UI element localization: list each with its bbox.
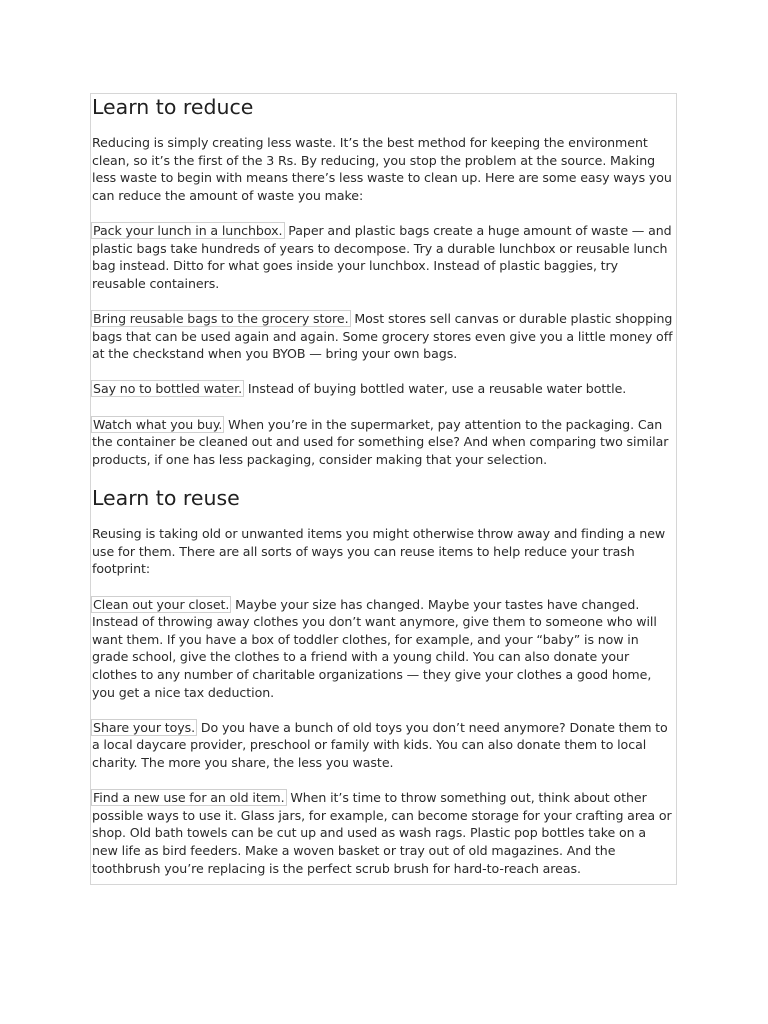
tip-body: When it’s time to throw something out, think about other possible ways to use it. Glass jars, for example, can become storage for your crafting area or shop. Old bath towels can be cut up and used as wash rags. Plastic pop bottles take on a new life as bird feeders. Make a woven basket or tray out of old magazines. And the toothbrush you’re replacing is the perfect scrub brush for hard-to-reach areas. (92, 790, 672, 876)
tip-title: Clean out your closet. (93, 596, 230, 612)
tip-title: Share your toys. (93, 719, 196, 735)
tip-new-use (91, 789, 676, 877)
tip-title: Watch what you buy. (93, 416, 223, 432)
tip-toys (91, 719, 676, 772)
tip-watch-buy (91, 416, 676, 469)
tip-title: Bring reusable bags to the grocery store. (93, 310, 349, 326)
tip-body: Do you have a bunch of old toys you don’t need anymore? Donate them to a local daycare provider, preschool or family with kids. You can also donate them to local charity. The more you share, the less you waste. (92, 719, 668, 770)
tip-body: When you’re in the supermarket, pay attention to the packaging. Can the container be cleaned out and used for something else? And when comparing two similar products, if one has less packaging, consider making that your selection. (92, 416, 669, 467)
tip-bottled-water (91, 380, 676, 398)
tip-body: Most stores sell canvas or durable plastic shopping bags that can be used again and again. Some grocery stores even give you a little money off at the checkstand when you BYOB — bring your own bags. (92, 310, 673, 362)
section-title-reuse: Learn to reuse (92, 486, 240, 511)
section-title-reduce: Learn to reduce (92, 95, 254, 119)
tip-title: Find a new use for an old item. (93, 790, 285, 806)
tip-title: Say no to bottled water. (93, 381, 243, 397)
tip-body: Maybe your size has changed. Maybe your tastes have changed. Instead of throwing away clothes you don’t want anymore, give them to someone who will want them. If you have a box of toddler clothes, for example, and your “baby” is now in grade school, give the clothes to a friend with a young child. You can also donate your clothes to any number of charitable organizations — they give your clothes a good home, you get a nice tax deduction. (92, 596, 657, 700)
tip-pack-lunch (91, 222, 676, 292)
tip-reusable-bags (91, 310, 676, 363)
reduce-intro: Reducing is simply creating less waste. It’s the best method for keeping the environment clean, so it’s the first of the 3 Rs. By reducing, you stop the problem at the source. Making less waste to begin with means there’s less waste to clean up. Here are some easy ways you can reduce the amount of waste you make: (92, 135, 672, 203)
tip-body: Instead of buying bottled water, use a reusable water bottle. (244, 381, 627, 397)
tip-closet (91, 596, 676, 702)
reuse-intro: Reusing is taking old or unwanted items you might otherwise throw away and finding a new use for them. There are all sorts of ways you can reuse items to help reduce your trash footprint: (92, 526, 666, 577)
document-page (90, 93, 677, 885)
tip-body: Paper and plastic bags create a huge amount of waste — and plastic bags take hundreds of years to decompose. Try a durable lunchbox or reusable lunch bag instead. Ditto for what goes inside your lunchbox. Instead of plastic baggies, try reusable containers. (92, 222, 672, 291)
tip-title: Pack your lunch in a lunchbox. (93, 222, 283, 238)
